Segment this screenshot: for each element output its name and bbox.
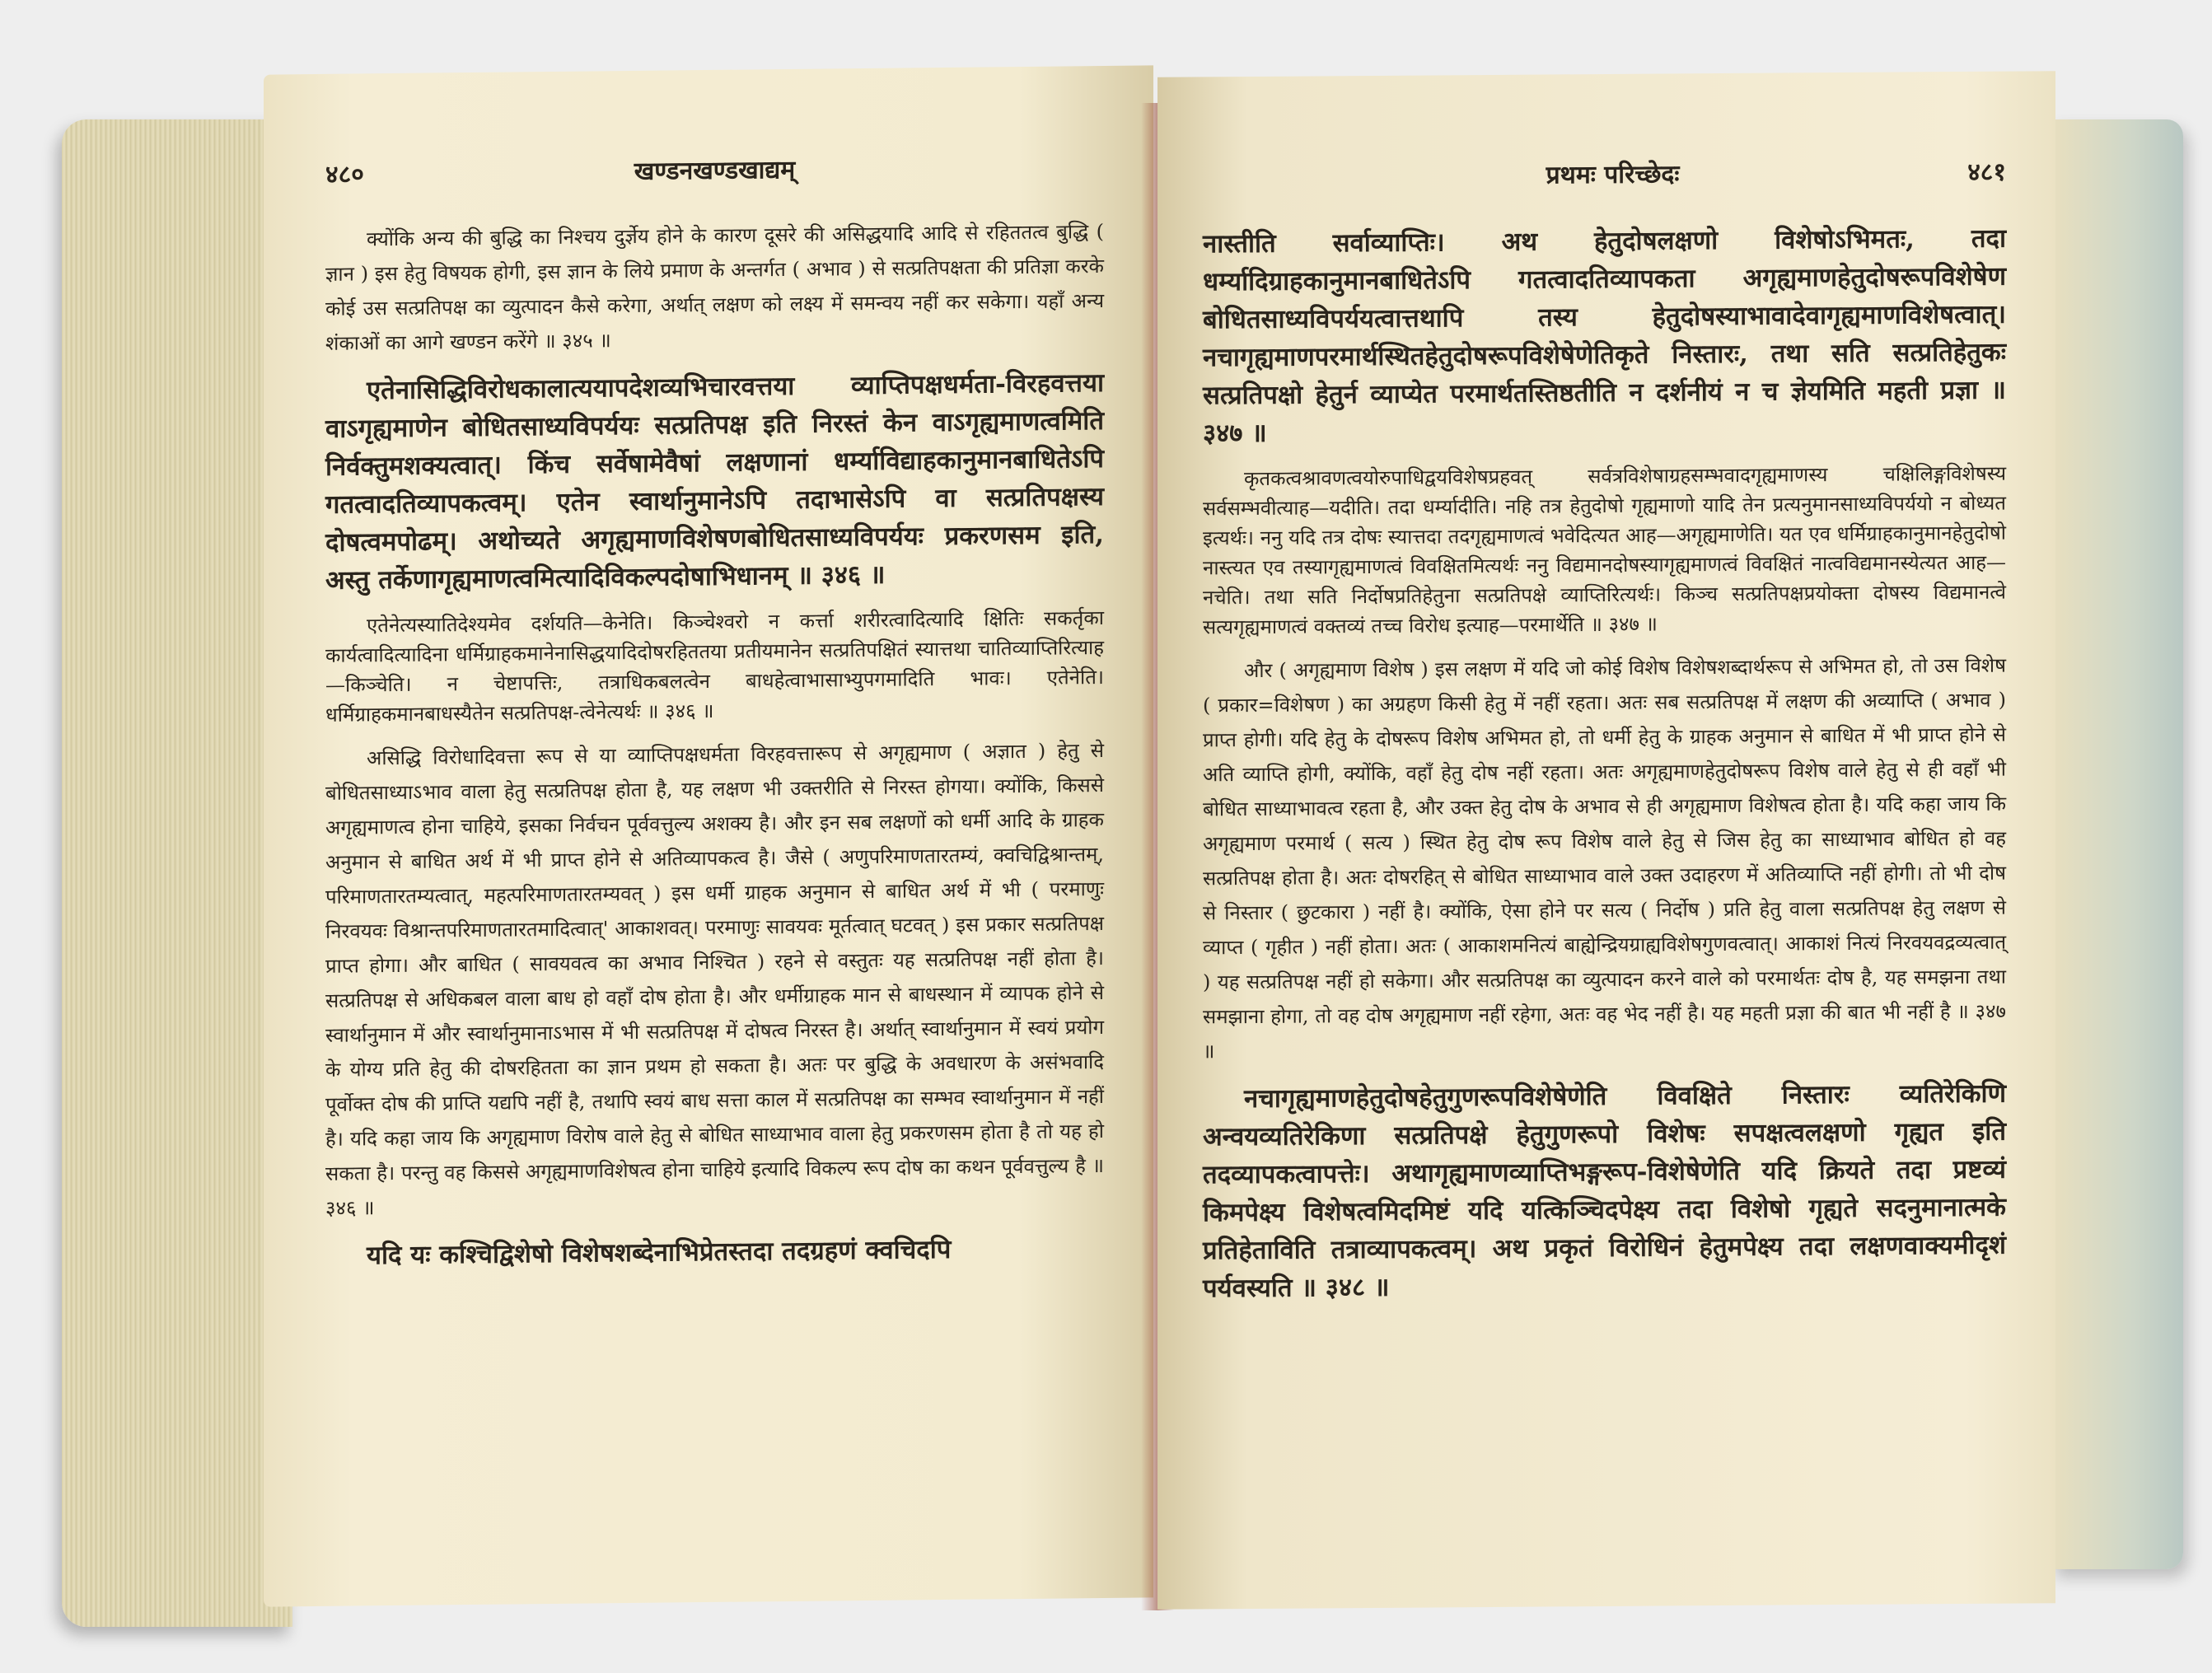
left-page-content — [325, 214, 1104, 1275]
open-book — [49, 70, 2167, 1610]
right-page — [1157, 71, 2055, 1610]
right-paragraph-4: नचागृह्यमाणहेतुदोषहेतुगुणरूपविशेषेणेति विवक्षिते निस्तारः व्यतिरेकिणि अन्वयव्यतिरेकिणा सत्प्रतिपक्षे हेतुगुणरूपो विशेषः सपक्षत्वलक्षणो गृह्यत इति तदव्यापकत्वापत्तेः। अथागृह्यमाणव्याप्तिभङ्गरूप-विशेषेणेति यदि क्रियते तदा प्रष्टव्यं किमपेक्ष्य विशेषत्वमिदमिष्टं यदि यत्किञ्चिदपेक्ष्य तदा विशेषो गृह्यते सदनुमानात्मके प्रतिहेताविति तत्राव्यापकत्वम्। अथ प्रकृतं विरोधिनं हेतुमपेक्ष्य तदा लक्षणवाक्यमीदृशं पर्यवस्यति ॥ ३४८ ॥ — [1203, 1078, 2006, 1304]
left-paragraph-5: यदि यः कश्चिद्विशेषो विशेषशब्देनाभिप्रेतस्तदा तदग्रहणं क्वचिदपि — [367, 1234, 952, 1271]
left-page — [264, 65, 1153, 1606]
right-page-content — [1203, 220, 2006, 1308]
right-page-number: ४८१ — [1967, 157, 2006, 187]
right-paragraph-2: कृतकत्वश्रावणत्वयोरुपाधिद्वयविशेषप्रहवत् सर्वत्रविशेषाग्रहसम्भवादगृह्यमाणस्य चक्षिलिङ्गविशेषस्य सर्वसम्भवीत्याह—यदीति। तदा धर्म्यादीति। नहि तत्र हेतुदोषो गृह्यमाणो यादि तेन प्रत्यनुमानसाध्यविपर्ययो न बोध्यत इत्यर्थः। ननु यदि तत्र दोषः स्यात्तदा तदगृह्यमाणत्वं भवेदित्यत आह—अगृह्यमाणेति। यत एव धर्मिग्राहकानुमानहेतुदोषो नास्त्यत एव तस्यागृह्यमाणत्वं विवक्षितमित्यर्थः ननु विद्यमानदोषस्यागृह्यमाणत्वं विवक्षितं नात्वविद्यमानस्येत्यत आह—नचेति। तथा सति निर्दोषप्रतिहेतुना सत्प्रतिपक्षे व्याप्तिरित्यर्थः। किञ्च सत्प्रतिपक्षप्रयोक्ता दोषस्य विद्यमानत्वे सत्यगृह्यमाणत्वं वक्तव्यं तच्च विरोध इत्याह—परमार्थेति ॥ ३४७ ॥ — [1203, 461, 2006, 639]
left-page-number: ४८० — [325, 160, 364, 189]
right-paragraph-1: नास्तीति सर्वाव्याप्तिः। अथ हेतुदोषलक्षणो विशेषोऽभिमतः, तदा धर्म्यादिग्राहकानुमानबाधितेऽपि गतत्वादतिव्यापकता अगृह्यमाणहेतुदोषरूपविशेषेण बोधितसाध्यविपर्ययत्वात्तथापि तस्य हेतुदोषस्याभावादेवागृह्यमाणविशेषत्वात्। नचागृह्यमाणपरमार्थस्थितहेतुदोषरूपविशेषेणेतिकृते निस्तारः, तथा सति सत्प्रतिहेतुकः सत्प्रतिपक्षो हेतुर्न व्याप्येत परमार्थतस्तिष्ठतीति न दर्शनीयं न च ज्ञेयमिति महती प्रज्ञा ॥ ३४७ ॥ — [1203, 223, 2006, 449]
left-paragraph-2: एतेनासिद्धिविरोधकालात्ययापदेशव्यभिचारवत्तया व्याप्तिपक्षधर्मता-विरहवत्तया वाऽगृह्यमाणेन बोधितसाध्यविपर्ययः सत्प्रतिपक्ष इति निरस्तं केन वाऽगृह्यमाणत्वमिति निर्वक्तुमशक्यत्वात्। किंच सर्वेषामेवैषां लक्षणानां धर्म्याविद्याहकानुमानबाधितेऽपि गतत्वादतिव्यापकत्वम्। एतेन स्वार्थानुमानेऽपि तदाभासेऽपि वा सत्प्रतिपक्षस्य दोषत्वमपोढम्। अथोच्यते अगृह्यमाणविशेषणबोधितसाध्यविपर्ययः प्रकरणसम इति, अस्तु तर्केणागृह्यमाणत्वमित्यादिविकल्पदोषाभिधानम् ॥ ३४६ ॥ — [325, 367, 1104, 596]
left-paragraph-4: असिद्धि विरोधादिवत्ता रूप से या व्याप्तिपक्षधर्मता विरहवत्तारूप से अगृह्यमाण ( अज्ञात ) हेतु से बोधितसाध्याऽभाव वाला हेतु सत्प्रतिपक्ष होता है, यह लक्षण भी उक्तरीति से निरस्त होगया। क्योंकि, किससे अगृह्यमाणत्व होना चाहिये, इसका निर्वचन पूर्ववत्तुल्य अशक्य है। और इन सब लक्षणों को धर्मी आदि के ग्राहक अनुमान से बाधित अर्थ में भी प्राप्त होने से अतिव्यापकत्व है। जैसे ( अणुपरिमाणतारतम्यं, क्वचिद्विश्रान्तम्, परिमाणतारतम्यत्वात्, महत्परिमाणतारतम्यवत् ) इस धर्मी ग्राहक अनुमान से बाधित अर्थ में भी ( परमाणुः निरवयवः विश्रान्तपरिमाणतारतमादित्वात्' आकाशवत्। परमाणुः सावयवः मूर्तत्वात् घटवत् ) इस प्रकार सत्प्रतिपक्ष प्राप्त होगा। और बाधित ( सावयवत्व का अभाव निश्चित ) रहने से वस्तुतः यह सत्प्रतिपक्ष नहीं होता है। सत्प्रतिपक्ष से अधिकबल वाला बाध हो वहाँ दोष होता है। और धर्मीग्राहक मान से बाधस्थान में व्यापक होने से स्वार्थानुमान में और स्वार्थानुमानाऽभास में भी सत्प्रतिपक्ष में दोषत्व निरस्त है। अर्थात् स्वार्थानुमान में स्वयं प्रयोग के योग्य प्रति हेतु की दोषरहितता का ज्ञान प्रथम हो सकता है। अतः पर बुद्धि के अवधारण के असंभवादि पूर्वोक्त दोष की प्राप्ति यद्यपि नहीं है, तथापि स्वयं बाध सत्ता काल में सत्प्रतिपक्ष का सम्भव स्वार्थानुमान में नहीं है। यदि कहा जाय कि अगृह्यमाण विरोष वाले हेतु से बोधित साध्याभाव वाला हेतु प्रकरणसम होता है तो यह हो सकता है। परन्तु वह किससे अगृह्यमाणविशेषत्व होना चाहिये इत्यादि विकल्प रूप दोष का कथन पूर्ववत्तुल्य है ॥ ३४६ ॥ — [325, 738, 1104, 1220]
left-paragraph-3: एतेनेत्यस्यातिदेश्यमेव दर्शयति—केनेति। किञ्चेश्वरो न कर्त्ता शरीरत्वादित्यादि क्षितिः सकर्तृका कार्यत्वादित्यादिना धर्मिग्राहकमानेनासिद्धयादिदोषरहिततया प्रतीयमानेन सत्प्रतिपक्षितं स्यात्तथा चातिव्याप्तिरित्याह—किञ्चेति। न चेष्टापत्तिः, तत्राधिकबलत्वेन बाधहेत्वाभासाभ्युपगमादिति भावः। एतेनेति। धर्मिग्राहकमानबाधस्यैतेन सत्प्रतिपक्ष-त्वेनेत्यर्थः ॥ ३४६ ॥ — [325, 605, 1104, 727]
left-running-head — [325, 148, 1104, 214]
left-paragraph-1: क्योंकि अन्य की बुद्धि का निश्चय दुर्ज्ञेय होने के कारण दूसरे की असिद्धयादि आदि से रहिततत्व बुद्धि ( ज्ञान ) इस हेतु विषयक होगी, इस ज्ञान के लिये प्रमाण के अन्तर्गत ( अभाव ) से सत्प्रतिपक्षता की प्रतिज्ञा करके कोई उस सत्प्रतिपक्ष का व्युत्पादन कैसे करेगा, अर्थात् लक्षण को लक्ष्य में समन्वय नहीं कर सकेगा। यहाँ अन्य शंकाओं का आगे खण्डन करेंगे ॥ ३४५ ॥ — [325, 219, 1104, 355]
right-paragraph-3: और ( अगृह्यमाण विशेष ) इस लक्षण में यदि जो कोई विशेष विशेषशब्दार्थरूप से अभिमत हो, तो उस विशेष ( प्रकार=विशेषण ) का अग्रहण किसी हेतु में नहीं रहता। अतः सब सत्प्रतिपक्ष में लक्षण की अव्याप्ति ( अभाव ) प्राप्त होगी। यदि हेतु के दोषरूप विशेष अभिमत हो, तो धर्मी हेतु के ग्राहक अनुमान से बाधित में भी प्राप्त होने से अति व्याप्ति होगी, क्योंकि, वहाँ हेतु दोष नहीं रहता। अतः अगृह्यमाणहेतुदोषरूप विशेष वाले हेतु से ही वहाँ भी बोधित साध्याभावत्व रहता है, और उक्त हेतु दोष के अभाव से ही अगृह्यमाण विशेषत्व होता है। यदि कहा जाय कि अगृह्यमाण परमार्थ ( सत्य ) स्थित हेतु दोष रूप विशेष वाले हेतु से जिस हेतु का साध्याभाव बोधित हो वह सत्प्रतिपक्ष होता है। अतः दोषरहित् से बोधित साध्याभाव वाले उक्त उदाहरण में अतिव्याप्ति नहीं होगी। तो भी दोष से निस्तार ( छुटकारा ) नहीं है। क्योंकि, ऐसा होने पर सत्य ( निर्दोष ) प्रति हेतु वाला सत्प्रतिपक्ष हेतु लक्षण से व्याप्त ( गृहीत ) नहीं होता। अतः ( आकाशमनित्यं बाह्येन्द्रियग्राह्यविशेषगुणवत्वात्। आकाशं नित्यं निरवयवद्रव्यत्वात् ) यह सत्प्रतिपक्ष नहीं हो सकेगा। और सत्प्रतिपक्ष का व्युत्पादन करने वाले को परमार्थतः दोष है, यह समझना तथा समझाना होगा, तो वह दोष अगृह्यमाण नहीं रहेगा, अतः वह भेद नहीं है। यह महती प्रज्ञा की बात भी नहीं है ॥ ३४७ ॥ — [1203, 653, 2006, 1063]
right-page-edges — [2051, 119, 2183, 1569]
right-running-title: प्रथमः परिच्छेदः — [1546, 160, 1680, 190]
left-page-edges — [62, 119, 292, 1627]
right-running-head — [1219, 154, 2006, 217]
left-running-title: खण्डनखण्डखाद्यम् — [634, 155, 796, 186]
